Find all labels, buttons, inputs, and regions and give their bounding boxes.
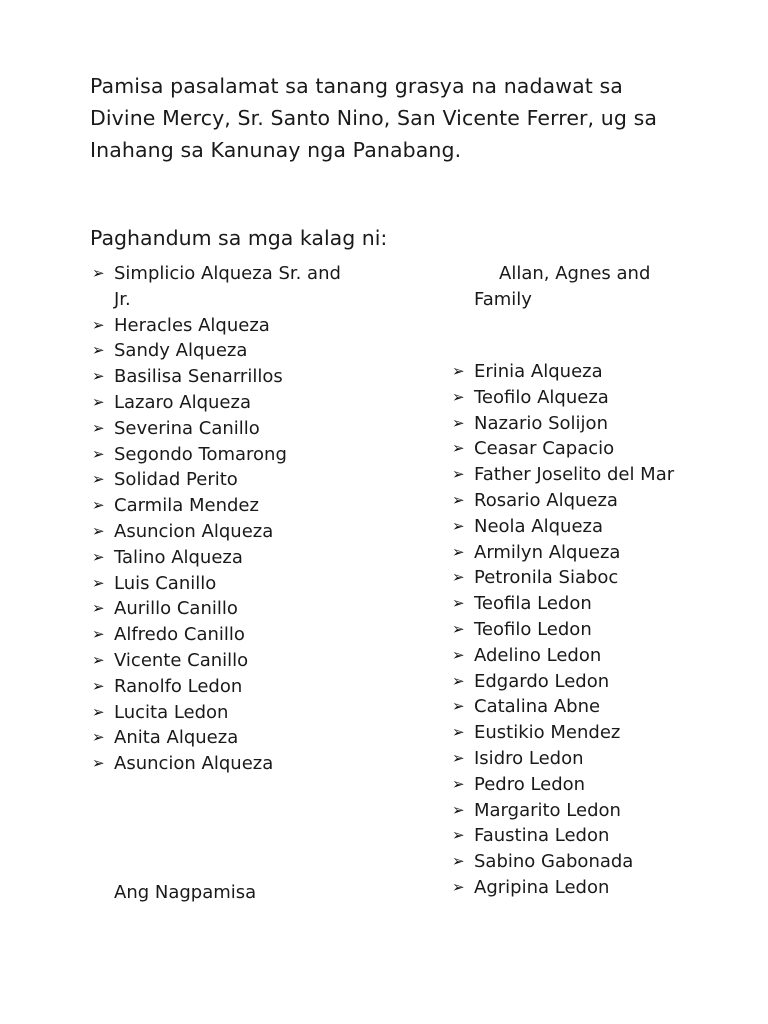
name-list-item: ➢ Luis Canillo <box>92 571 352 597</box>
intro-paragraph: Pamisa pasalamat sa tanang grasya na nadawat sa Divine Mercy, Sr. Santo Nino, San Vicente Ferrer, ug sa Inahang sa Kanunay nga Panabang. <box>90 74 658 162</box>
name-list-item: ➢ Eustikio Mendez <box>452 720 752 746</box>
family-label: Allan, Agnes and Family <box>474 263 651 310</box>
right-name-list <box>452 359 752 901</box>
left-name-list <box>92 261 352 777</box>
name-list-item: ➢ Margarito Ledon <box>452 798 752 824</box>
name-list-item: ➢ Lazaro Alqueza <box>92 390 352 416</box>
name-list-item: ➢ Father Joselito del Mar <box>452 462 752 488</box>
name-list-item: ➢ Basilisa Senarrillos <box>92 364 352 390</box>
name-list-item: ➢ Carmila Mendez <box>92 493 352 519</box>
name-list-item: ➢ Lucita Ledon <box>92 700 352 726</box>
name-list-item: ➢ Vicente Canillo <box>92 648 352 674</box>
name-list-item: ➢ Petronila Siaboc <box>452 565 752 591</box>
name-list-item: ➢ Sabino Gabonada <box>452 849 752 875</box>
name-list-item: ➢ Pedro Ledon <box>452 772 752 798</box>
name-list-item: ➢ Aurillo Canillo <box>92 596 352 622</box>
name-list-item: ➢ Faustina Ledon <box>452 823 752 849</box>
name-list-item: ➢ Teofilo Ledon <box>452 617 752 643</box>
name-list-item: ➢ Heracles Alqueza <box>92 313 352 339</box>
name-list-item: ➢ Erinia Alqueza <box>452 359 752 385</box>
name-list-item: ➢ Talino Alqueza <box>92 545 352 571</box>
name-list-item: ➢ Solidad Perito <box>92 467 352 493</box>
name-list-item: ➢ Severina Canillo <box>92 416 352 442</box>
name-list-item: ➢ Edgardo Ledon <box>452 669 752 695</box>
name-list-item: ➢ Ranolfo Ledon <box>92 674 352 700</box>
name-list-item: ➢ Rosario Alqueza <box>452 488 752 514</box>
name-list-item: ➢ Teofila Ledon <box>452 591 752 617</box>
name-list-item: ➢ Sandy Alqueza <box>92 338 352 364</box>
memorial-heading: Paghandum sa mga kalag ni: <box>90 226 388 250</box>
name-list-item: ➢ Asuncion Alqueza <box>92 751 352 777</box>
name-list-item: ➢ Nazario Solijon <box>452 411 752 437</box>
name-list-item: ➢ Agripina Ledon <box>452 875 752 901</box>
name-list-item: ➢ Asuncion Alqueza <box>92 519 352 545</box>
signature-label: Ang Nagpamisa <box>114 882 257 903</box>
name-list-item: ➢ Catalina Abne <box>452 694 752 720</box>
name-list-item: ➢ Alfredo Canillo <box>92 622 352 648</box>
name-list-item: ➢ Teofilo Alqueza <box>452 385 752 411</box>
name-list-item: ➢ Neola Alqueza <box>452 514 752 540</box>
name-list-item: ➢ Armilyn Alqueza <box>452 540 752 566</box>
name-list-item: ➢ Isidro Ledon <box>452 746 752 772</box>
name-list-item: ➢ Adelino Ledon <box>452 643 752 669</box>
name-list-item: ➢ Anita Alqueza <box>92 725 352 751</box>
name-list-item: ➢ Segondo Tomarong <box>92 442 352 468</box>
name-list-item: ➢ Ceasar Capacio <box>452 436 752 462</box>
name-list-item: ➢ Simplicio Alqueza Sr. and Jr. <box>92 261 352 313</box>
